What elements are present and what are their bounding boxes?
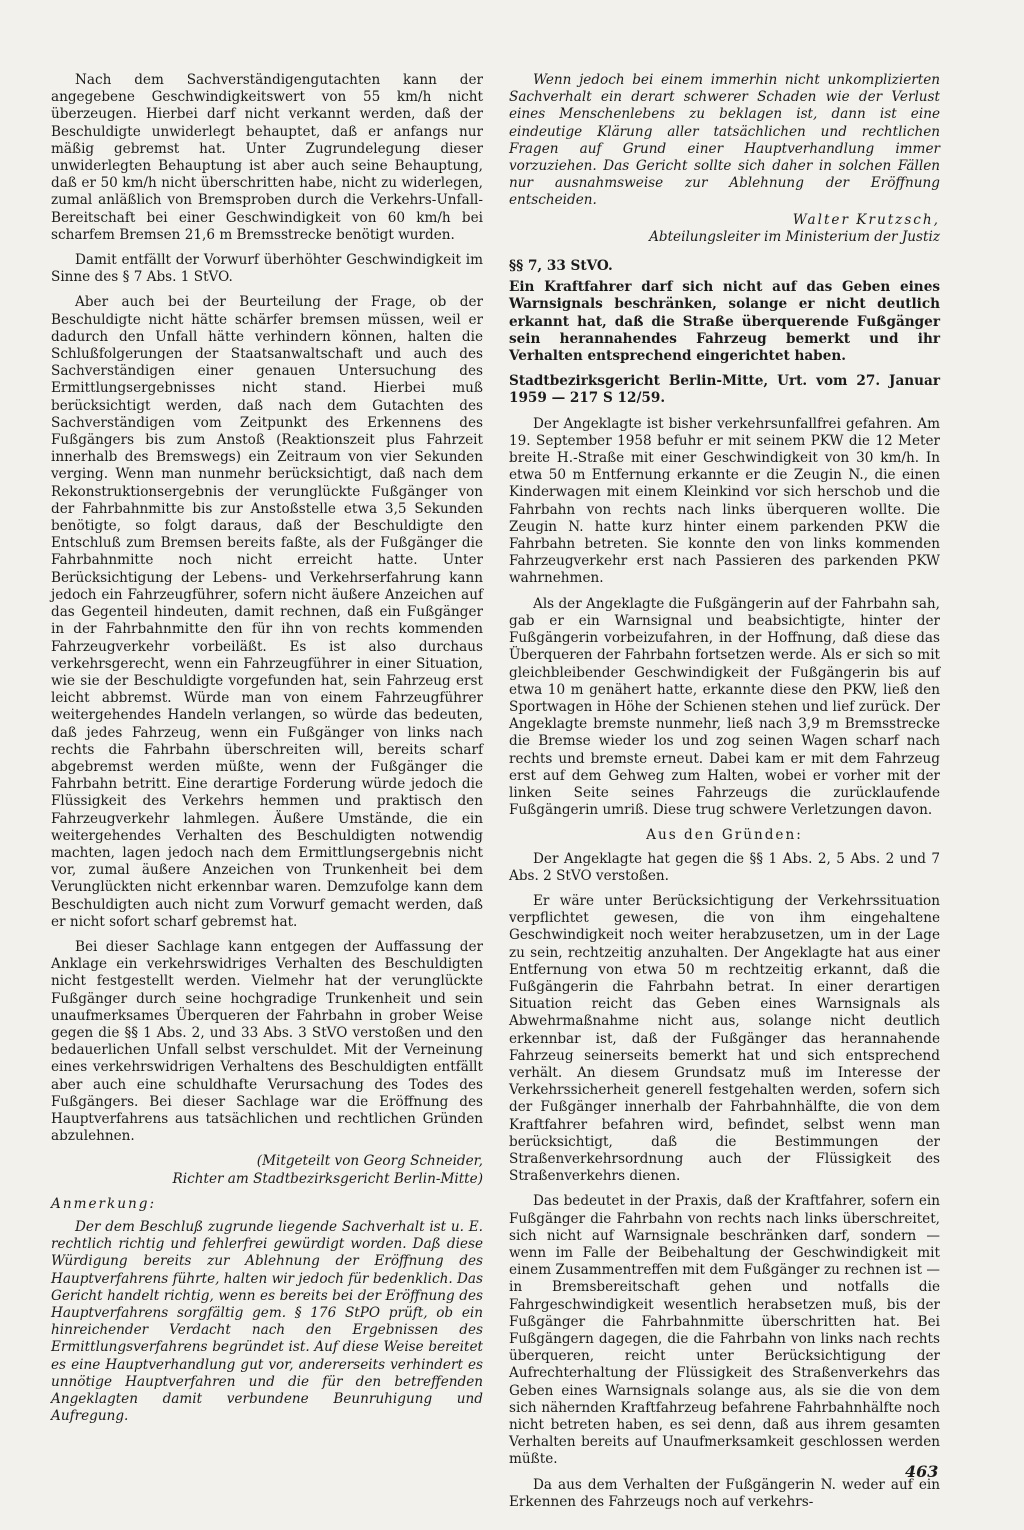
annotation-continued: Wenn jedoch bei einem immerhin nicht unkomplizierten Sachverhalt ein derart schwerer Schaden wie der Verlust eines Menschenlebens zu beklagen ist, dann ist eine eindeutige Klärung aller tatsächlichen und rechtlichen Fragen auf Grund einer Hauptverhandlung immer vorzuziehen. Das Gericht sollte sich daher in solchen Fällen nur ausnahmsweise zur Ablehnung der Eröffnung entscheiden. xyxy=(509,72,940,209)
left-column xyxy=(51,72,483,1433)
section-reference: §§ 7, 33 StVO. xyxy=(509,258,613,275)
paragraph: Als der Angeklagte die Fußgängerin auf der Fahrbahn sah, gab er ein Warnsignal und beabsichtigte, hinter der Fußgängerin vorbeizufahren, in der Hoffnung, daß diese das Überqueren der Fahrbahn fortsetzen werde. Als er sich so mit gleichbleibender Geschwindigkeit der Fußgängerin bis auf etwa 10 m genähert hatte, erkannte diese den PKW, ließ den Sportwagen in Höhe der Schienen stehen und lief zurück. Der Angeklagte bremste nunmehr, ließ nach 3,9 m Bremsstrecke die Bremse wieder los und zog seinen Wagen scharf nach rechts und bremste erneut. Dabei kam er mit dem Fahrzeug erst auf dem Gehweg zum Halten, wobei er vorher mit der linken Seite seines Fahrzeugs die zurücklaufende Fußgängerin umriß. Diese trug schwere Verletzungen davon. xyxy=(509,595,940,819)
paragraph: Nach dem Sachverständigengutachten kann der angegebene Geschwindigkeitswert von 55 km/h nicht überzeugen. Hierbei darf nicht verkannt werden, daß der Beschuldigte unwiderlegt behauptet, daß er anfangs nur mäßig gebremst hat. Unter Zugrundelegung dieser unwiderlegten Behauptung ist aber auch seine Behauptung, daß er 50 km/h nicht überschritten habe, nicht zu widerlegen, zumal anläßlich von Bremsproben durch die Verkehrs-Unfall-Bereitschaft bei einer Geschwindigkeit von 60 km/h bei scharfem Bremsen 21,6 m Bremsstrecke benötigt wurden. xyxy=(51,72,483,243)
paragraph: Der Angeklagte ist bisher verkehrsunfallfrei gefahren. Am 19. September 1958 befuhr er mit seinem PKW die 12 Meter breite H.-Straße mit einer Geschwindigkeit von 30 km/h. In etwa 50 m Entfernung erkannte er die Zeugin N., die einen Kinderwagen mit einem Kleinkind vor sich herschob und die Fahrbahn von rechts nach links überqueren wollte. Die Zeugin N. hatte kurz hinter einem parkenden PKW die Fahrbahn betreten. Sie konnte den von links kommenden Fahrzeugverkehr erst nach Passieren des parkenden PKW wahrnehmen. xyxy=(509,415,940,587)
attribution-line: Richter am Stadtbezirksgericht Berlin-Mitte) xyxy=(172,1170,483,1187)
paragraph: Damit entfällt der Vorwurf überhöhter Geschwindigkeit im Sinne des § 7 Abs. 1 StVO. xyxy=(51,252,483,286)
signature-title: Abteilungsleiter im Ministerium der Justiz xyxy=(649,228,940,245)
reasons-heading: Aus den Gründen: xyxy=(646,827,803,844)
court-citation: Stadtbezirksgericht Berlin-Mitte, Urt. vom 27. Januar 1959 — 217 S 12/59. xyxy=(509,373,940,407)
paragraph: Das bedeutet in der Praxis, daß der Kraftfahrer, sofern ein Fußgänger die Fahrbahn von rechts nach links überschreitet, sich nicht auf Warnsignale beschränken darf, sondern — wenn im Falle der Beibehaltung der Geschwindigkeit mit einem Zusammentreffen mit dem Fußgänger zu rechnen ist — in Bremsbereitschaft gehen und notfalls die Fahrgeschwindigkeit wesentlich herabsetzen muß, bis der Fußgänger die Fahrbahnmitte überschritten hat. Bei Fußgängern dagegen, die die Fahrbahn von links nach rechts überqueren, reicht unter Berücksichtigung der Aufrechterhaltung der Flüssigkeit des Straßenverkehrs das Geben eines Warnsignals solange aus, als sie die von dem sich nähernden Kraftfahrzeug befahrene Fahrbahnhälfte noch nicht betreten haben, es sei denn, daß aus ihrem gesamten Verhalten bereits auf Unaufmerksamkeit geschlossen werden müßte. xyxy=(509,1193,940,1468)
annotation-text: Der dem Beschluß zugrunde liegende Sachverhalt ist u. E. rechtlich richtig und fehlerfrei gewürdigt worden. Daß diese Würdigung bereits zur Ablehnung der Eröffnung des Hauptverfahrens führte, halten wir jedoch für bedenklich. Das Gericht handelt richtig, wenn es bereits bei der Eröffnung des Hauptverfahrens sorgfältig gem. § 176 StPO prüft, ob ein hinreichender Verdacht nach den Ergebnissen des Ermittlungsverfahrens begründet ist. Auf diese Weise bereitet es eine Hauptverhandlung gut vor, andererseits verhindert es unnötige Hauptverfahren und die für den betreffenden Angeklagten damit verbundene Beunruhigung und Aufregung. xyxy=(51,1219,483,1425)
annotation-heading: Anmerkung: xyxy=(51,1195,157,1212)
paragraph: Aber auch bei der Beurteilung der Frage, ob der Beschuldigte nicht hätte schärfer bremsen müssen, weil er dadurch den Unfall hätte verhindern können, halten die Schlußfolgerungen der Staatsanwaltschaft und auch des Sachverständigen einer genauen Untersuchung des Ermittlungsergebnisses nicht stand. Hierbei muß berücksichtigt werden, daß nach dem Gutachten des Sachverständigen vom Zeitpunkt des Erkennens des Fußgängers bis zum Anstoß (Reaktionszeit plus Fahrzeit innerhalb des Bremswegs) ein Zeitraum von vier Sekunden verging. Wenn man nunmehr berücksichtigt, daß nach dem Rekonstruktionsergebnis der verunglückte Fußgänger von der Fahrbahnmitte bis zur Anstoßstelle etwa 3,5 Sekunden benötigte, so folgt daraus, daß der Beschuldigte den Entschluß zum Bremsen bereits faßte, als der Fußgänger die Fahrbahnmitte noch nicht erreicht hatte. Unter Berücksichtigung der Lebens- und Verkehrserfahrung kann jedoch ein Fahrzeugführer, sofern nicht äußere Anzeichen auf das Gegenteil hindeuten, damit rechnen, daß ein Fußgänger in der Fahrbahnmitte den für ihn von rechts kommenden Fahrzeugverkehr vorbeiläßt. Es ist also durchaus verkehrsgerecht, wenn ein Fahrzeugführer in einer Situation, wie sie der Beschuldigte vorgefunden hat, sein Fahrzeug erst leicht abbremst. Würde man von einem Fahrzeugführer weitergehendes Handeln verlangen, so würde das bedeuten, daß jedes Fahrzeug, wenn ein Fußgänger von links nach rechts die Fahrbahn überschreiten will, bereits scharf abgebremst werden müßte, wenn der Fußgänger die Fahrbahn betritt. Eine derartige Forderung würde jedoch die Flüssigkeit des Verkehrs hemmen und praktisch den Fahrzeugverkehr lahmlegen. Äußere Umstände, die ein weitergehendes Verhalten des Beschuldigten notwendig machten, lagen jedoch nach dem Ermittlungsergebnis nicht vor, zumal äußere Anzeichen von Trunkenheit bei dem Verunglückten nicht erkennbar waren. Demzufolge kann dem Beschuldigten auch nicht zum Vorwurf gemacht werden, daß er nicht sofort scharf gebremst hat. xyxy=(51,294,483,930)
signature-name: Walter Krutzsch, xyxy=(792,211,940,228)
page-number: 463 xyxy=(905,1462,939,1481)
right-column xyxy=(509,72,940,1519)
paragraph: Bei dieser Sachlage kann entgegen der Auffassung der Anklage ein verkehrswidriges Verhalten des Beschuldigten nicht festgestellt werden. Vielmehr hat der verunglückte Fußgänger durch seine hochgradige Trunkenheit und sein unaufmerksames Überqueren der Fahrbahn in grober Weise gegen die §§ 1 Abs. 2, und 33 Abs. 3 StVO verstoßen und den bedauerlichen Unfall selbst verschuldet. Mit der Verneinung eines verkehrswidrigen Verhaltens des Beschuldigten entfällt aber auch eine schuldhafte Verursachung des Todes des Fußgängers. Bei dieser Sachlage war die Eröffnung des Hauptverfahrens aus tatsächlichen und rechtlichen Gründen abzulehnen. xyxy=(51,938,483,1145)
paragraph: Der Angeklagte hat gegen die §§ 1 Abs. 2, 5 Abs. 2 und 7 Abs. 2 StVO verstoßen. xyxy=(509,850,940,884)
headnote: Ein Kraftfahrer darf sich nicht auf das Geben eines Warnsignals beschränken, solange er nicht deutlich erkannt hat, daß die Straße überquerende Fußgänger sein herannahendes Fahrzeug bemerkt und ihr Verhalten entsprechend eingerichtet haben. xyxy=(509,279,940,365)
attribution-line: (Mitgeteilt von Georg Schneider, xyxy=(256,1153,483,1170)
paragraph: Da aus dem Verhalten der Fußgängerin N. weder auf ein Erkennen des Fahrzeugs noch auf verkehrs- xyxy=(509,1476,940,1510)
paragraph: Er wäre unter Berücksichtigung der Verkehrssituation verpflichtet gewesen, die von ihm eingehaltene Geschwindigkeit noch weiter herabzusetzen, um in der Lage zu sein, rechtzeitig anzuhalten. Der Angeklagte hat aus einer Entfernung von etwa 50 m rechtzeitig erkannt, daß die Fußgängerin die Fahrbahn betrat. In einer derartigen Situation reicht das Geben eines Warnsignals als Abwehrmaßnahme nicht aus, solange nicht deutlich erkennbar ist, daß der Fußgänger das herannahende Fahrzeug seinerseits bemerkt hat und sich entsprechend verhält. An diesem Grundsatz muß im Interesse der Verkehrssicherheit generell festgehalten werden, sofern sich der Fußgänger innerhalb der Fahrbahnhälfte, die von dem Kraftfahrer befahren wird, befindet, selbst wenn man berücksichtigt, daß die Bestimmungen der Straßenverkehrsordnung auch der Flüssigkeit des Straßenverkehrs dienen. xyxy=(509,892,940,1185)
